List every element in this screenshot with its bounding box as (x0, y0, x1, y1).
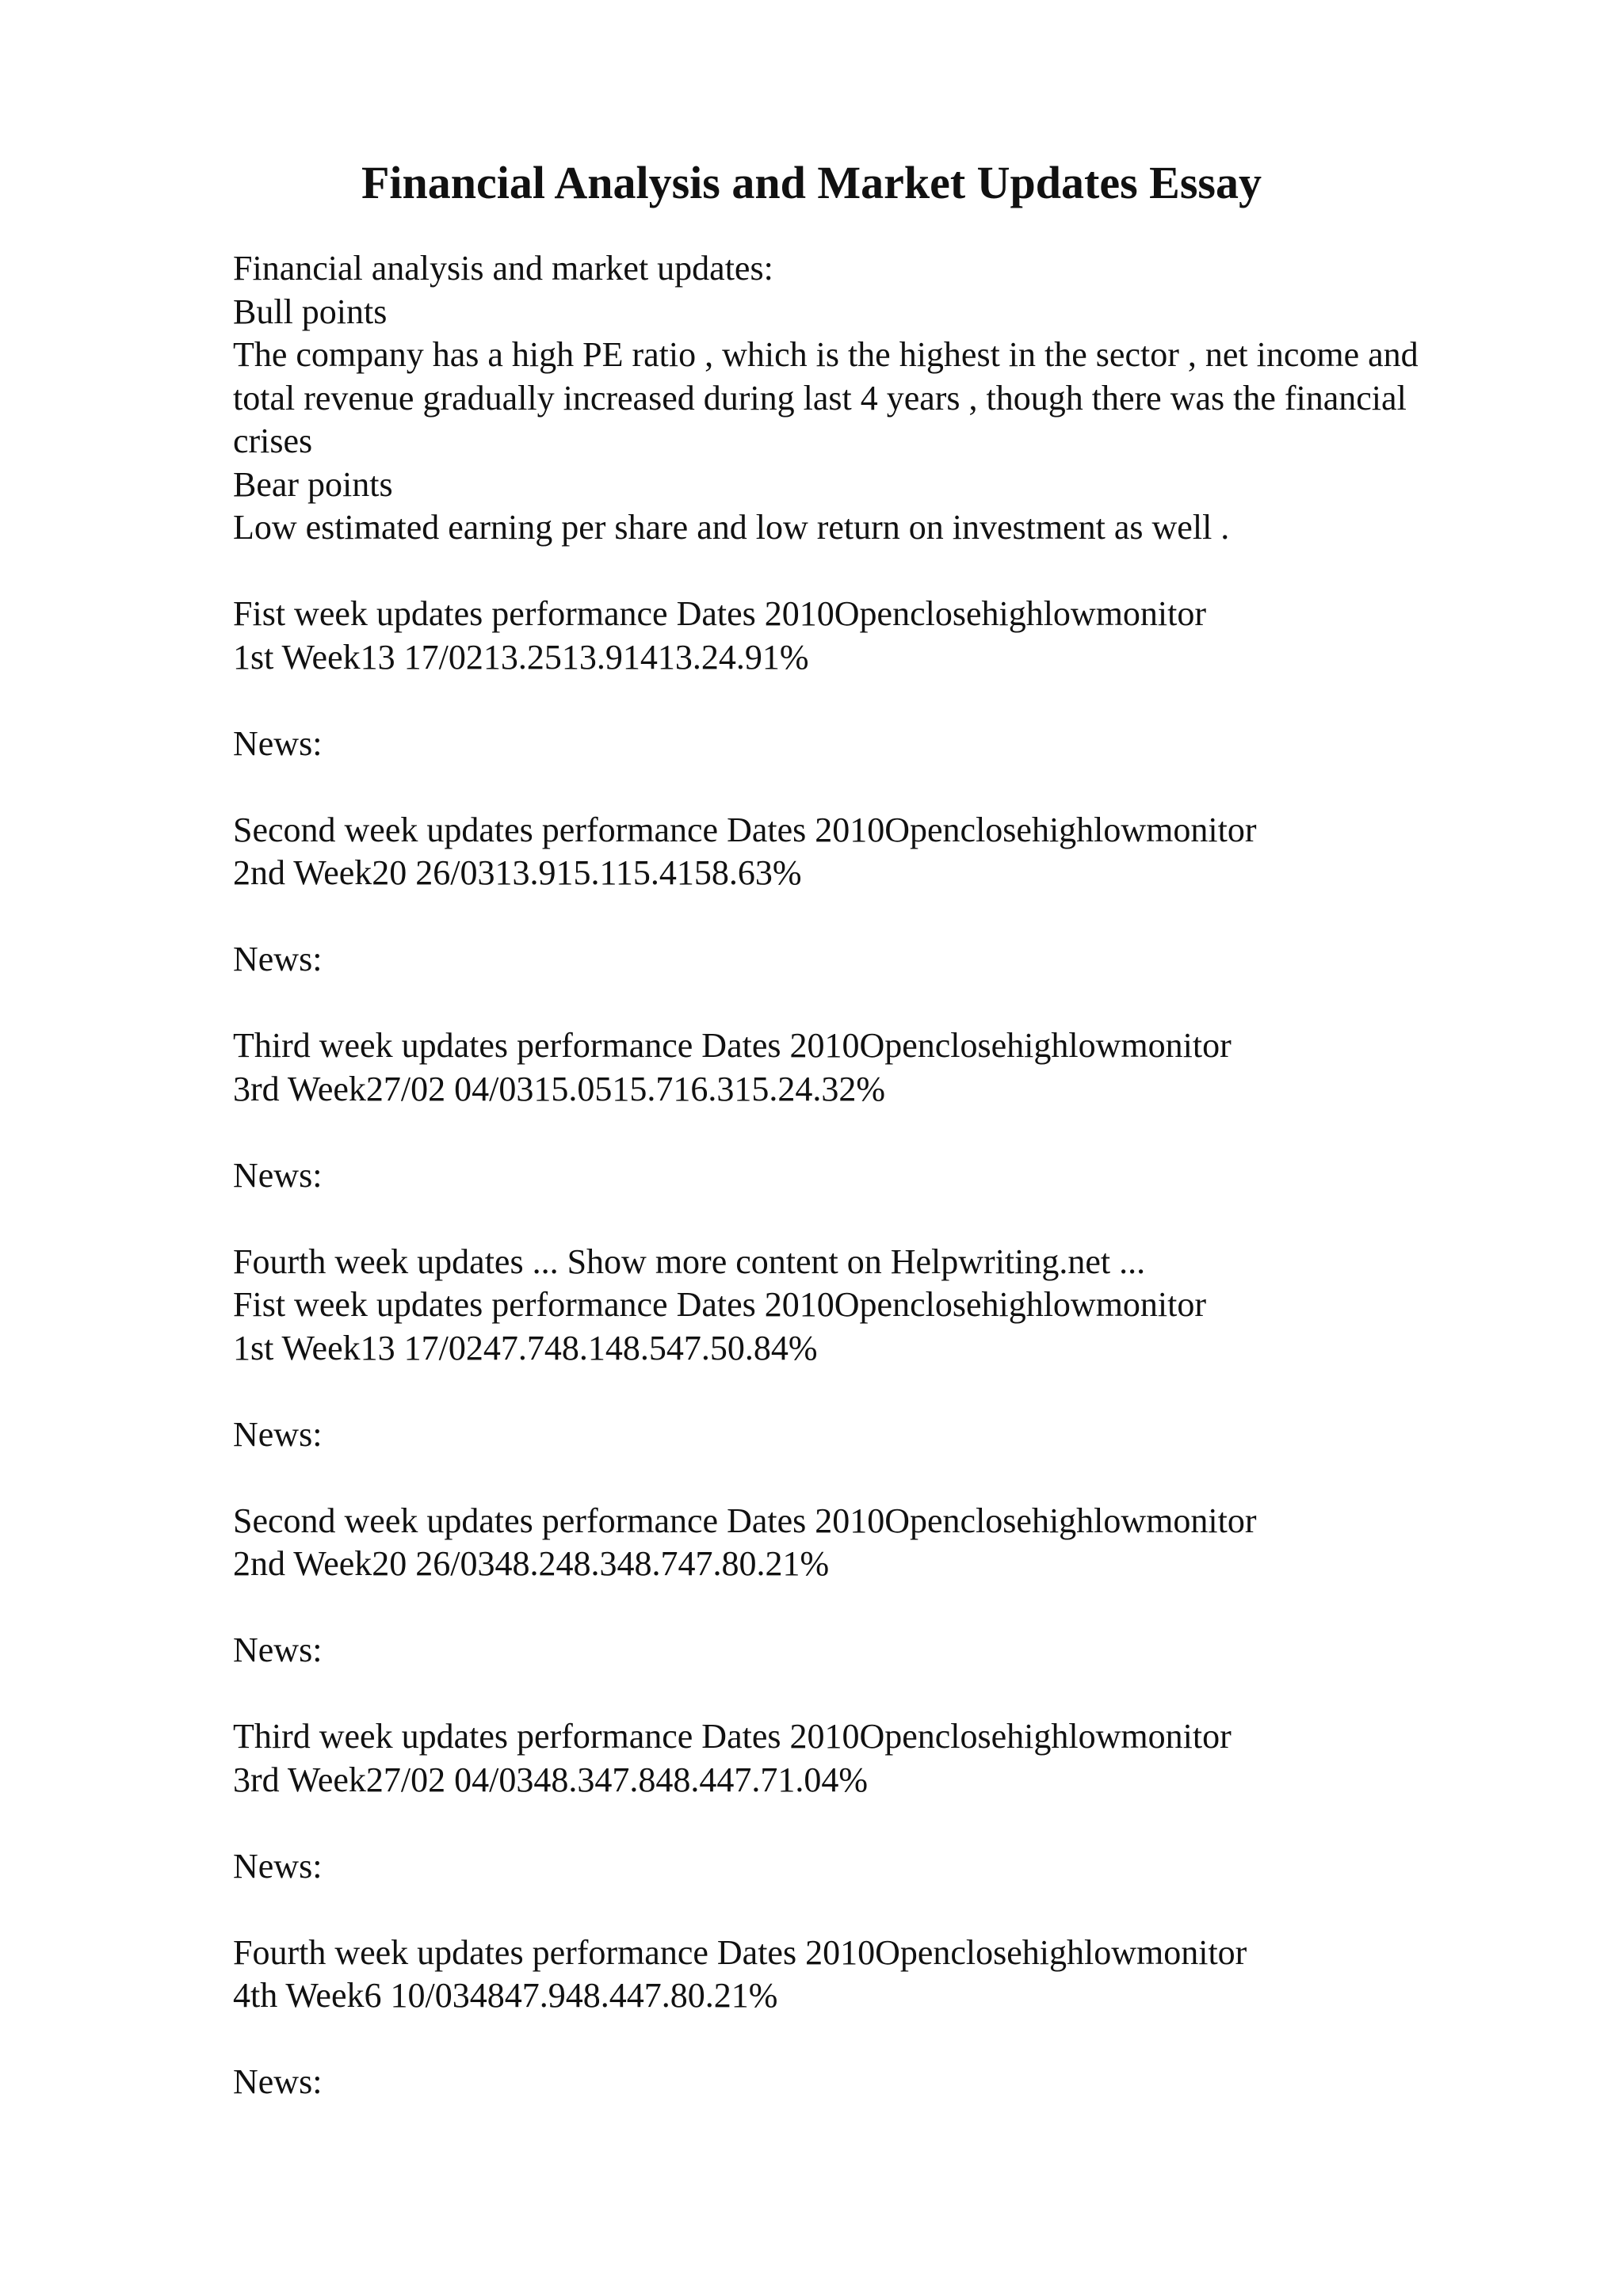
news-label: News: (233, 723, 323, 763)
spacer (233, 1370, 1533, 1413)
spacer (233, 765, 1533, 809)
week-header: Second week updates performance Dates 2010Openclosehighlowmonitor (233, 1501, 1257, 1540)
bear-heading: Bear points (233, 464, 393, 504)
intro-heading: Financial analysis and market updates: (233, 249, 773, 288)
week-row: 2nd Week20 26/0348.248.348.747.80.21% (233, 1544, 830, 1583)
week-header: Second week updates performance Dates 2010Openclosehighlowmonitor (233, 810, 1257, 849)
show-more-line: Fourth week updates ... Show more content on Helpwriting.net ... (233, 1241, 1146, 1281)
week-row: 3rd Week27/02 04/0348.347.848.447.71.04% (233, 1760, 869, 1799)
document-title: Financial Analysis and Market Updates Essay (361, 157, 1262, 208)
bull-text-line: crises (233, 421, 313, 460)
week-header: Fourth week updates performance Dates 2010Openclosehighlowmonitor (233, 1932, 1247, 1972)
week-header: Fist week updates performance Dates 2010Openclosehighlowmonitor (233, 1285, 1207, 1324)
week-row: 3rd Week27/02 04/0315.0515.716.315.24.32% (233, 1069, 886, 1108)
spacer (233, 1586, 1533, 1630)
spacer (233, 1111, 1533, 1154)
spacer (233, 1197, 1533, 1241)
bull-text-line: total revenue gradually increased during last 4 years , though there was the financial (233, 378, 1407, 418)
spacer (233, 895, 1533, 939)
week-row: 1st Week13 17/0247.748.148.547.50.84% (233, 1328, 818, 1367)
spacer (233, 679, 1533, 723)
week-row: 2nd Week20 26/0313.915.115.4158.63% (233, 853, 802, 892)
week-header: Fist week updates performance Dates 2010Openclosehighlowmonitor (233, 594, 1207, 633)
spacer (233, 550, 1533, 593)
news-label: News: (233, 1846, 323, 1886)
week-row: 4th Week6 10/034847.948.447.80.21% (233, 1976, 778, 2015)
document-body (233, 247, 1533, 2104)
news-label: News: (233, 940, 323, 978)
spacer (233, 1802, 1533, 1845)
week-row: 1st Week13 17/0213.2513.91413.24.91% (233, 637, 809, 677)
news-label: News: (233, 1155, 323, 1195)
news-label: News: (233, 1414, 323, 1454)
bear-text: Low estimated earning per share and low return on investment as well . (233, 508, 1230, 547)
spacer (233, 982, 1533, 1025)
spacer (233, 1456, 1533, 1500)
spacer (233, 2018, 1533, 2061)
news-label: News: (233, 1630, 323, 1669)
week-header: Third week updates performance Dates 2010Openclosehighlowmonitor (233, 1026, 1232, 1065)
bull-heading: Bull points (233, 292, 388, 331)
week-header: Third week updates performance Dates 2010Openclosehighlowmonitor (233, 1717, 1232, 1756)
spacer (233, 1672, 1533, 1716)
spacer (233, 1888, 1533, 1932)
news-label: News: (233, 2062, 323, 2101)
bull-text-line: The company has a high PE ratio , which is the highest in the sector , net income and (233, 335, 1419, 374)
